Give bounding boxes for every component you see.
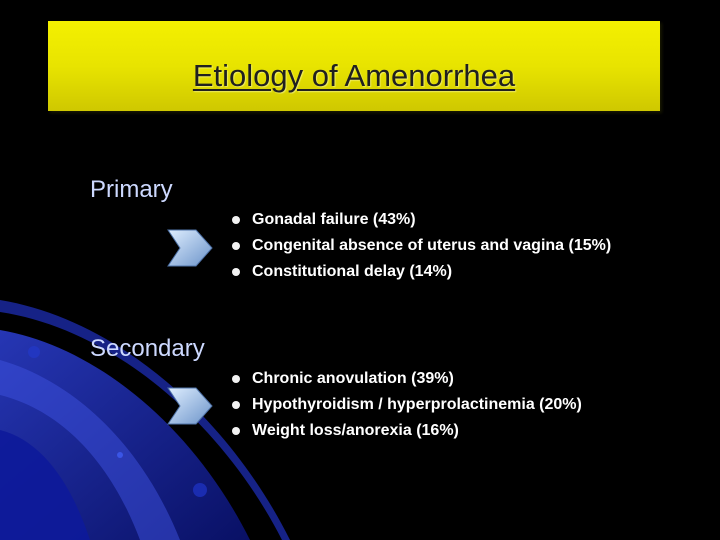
bullet-dot-icon [232, 375, 240, 383]
bullet-dot-icon [232, 401, 240, 409]
chevron-right-icon [166, 384, 214, 428]
section-heading-primary: Primary [90, 176, 173, 203]
bullet-dot-icon [232, 216, 240, 224]
title-banner [48, 21, 660, 111]
list-item: Hypothyroidism / hyperprolactinemia (20%) [232, 392, 582, 418]
bullet-dot-icon [232, 242, 240, 250]
primary-bullet-list [232, 207, 611, 285]
bullet-dot-icon [232, 427, 240, 435]
bullet-dot-icon [232, 268, 240, 276]
list-item: Constitutional delay (14%) [232, 259, 611, 285]
list-item: Congenital absence of uterus and vagina (15%) [232, 233, 611, 259]
list-item: Gonadal failure (43%) [232, 207, 611, 233]
list-item: Weight loss/anorexia (16%) [232, 418, 582, 444]
list-item: Chronic anovulation (39%) [232, 366, 582, 392]
slide-title: Etiology of Amenorrhea [192, 58, 516, 93]
secondary-bullet-list [232, 366, 582, 444]
section-heading-secondary: Secondary [90, 335, 205, 362]
chevron-right-icon [166, 226, 214, 270]
